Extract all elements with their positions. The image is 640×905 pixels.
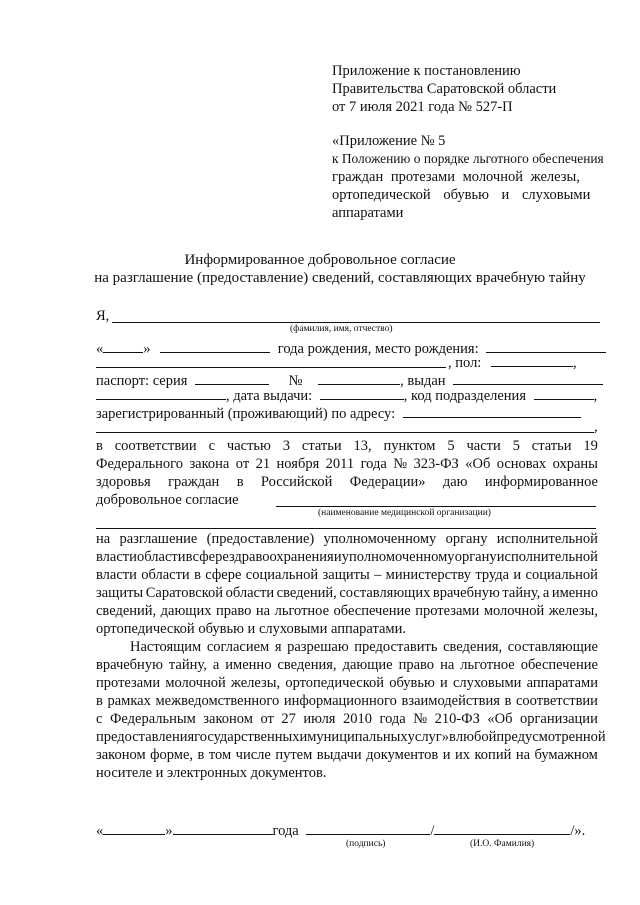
law-line-1 xyxy=(96,437,598,455)
word: железы, xyxy=(548,603,598,619)
word: «Об xyxy=(487,711,513,727)
address-field-2[interactable] xyxy=(96,432,594,433)
word: части xyxy=(466,438,501,454)
word: власти xyxy=(96,567,137,583)
appendix-line-4-text: ортопедической обувью и слуховыми xyxy=(332,187,591,203)
word: июля xyxy=(303,711,336,727)
word: в xyxy=(194,567,201,583)
word: межведомственного xyxy=(155,693,280,709)
appendix-line-3 xyxy=(332,168,598,186)
word: в xyxy=(197,747,205,763)
sig-quote-close: » xyxy=(165,823,173,839)
p2-line-1 xyxy=(130,638,598,656)
word: 5 xyxy=(447,438,455,454)
word: Саратовской xyxy=(145,585,224,601)
address-field-1[interactable] xyxy=(403,403,581,418)
word: молочной xyxy=(165,675,226,691)
word: рамках xyxy=(107,693,151,709)
address-label: зарегистрированный (проживающий) по адресу: xyxy=(96,406,396,422)
word: слуховыми xyxy=(452,675,522,691)
word: информированное xyxy=(484,474,598,490)
p1-line-4-words xyxy=(96,584,598,602)
sex-line xyxy=(448,352,577,372)
appendix-line-3-justified xyxy=(332,168,598,186)
word: том xyxy=(208,747,232,763)
p2-line-2-words xyxy=(96,656,598,674)
word: выдачи xyxy=(316,747,362,763)
org-caption: (наименование медицинской организации) xyxy=(318,508,491,518)
word: социальной xyxy=(245,567,319,583)
birth-month-field[interactable] xyxy=(160,338,270,353)
word: года xyxy=(379,711,406,727)
word: бумажном xyxy=(534,747,598,763)
p1-line-1 xyxy=(96,530,598,548)
law-line-3-words xyxy=(96,473,598,491)
word: 21 xyxy=(255,456,271,472)
issue-date-field[interactable] xyxy=(320,385,404,400)
word: в xyxy=(504,693,512,709)
word: № xyxy=(413,711,428,727)
word: и xyxy=(513,567,522,583)
word: протезами xyxy=(415,603,480,619)
word: министерству xyxy=(385,567,471,583)
signature-line xyxy=(96,820,585,840)
word: ноября xyxy=(276,456,320,472)
word: – xyxy=(374,567,382,583)
word: Российской xyxy=(260,474,333,490)
sig-month-field[interactable] xyxy=(173,820,273,835)
word: № xyxy=(393,456,408,472)
p1-line-4 xyxy=(96,584,598,602)
word: частью xyxy=(226,438,271,454)
word: от xyxy=(235,456,250,472)
word: защиты xyxy=(322,567,370,583)
word: Настоящим xyxy=(130,639,202,655)
p2-line-4 xyxy=(96,692,598,710)
sig-year-label: года xyxy=(272,823,299,839)
address-line xyxy=(96,403,581,423)
word: труда xyxy=(475,567,510,583)
i-label: Я, xyxy=(96,308,110,324)
word: железы, xyxy=(230,675,281,691)
word: сведения, xyxy=(277,657,337,673)
p1-line-3-words xyxy=(96,566,598,584)
p2-line-5 xyxy=(96,710,598,728)
word: предоставления xyxy=(96,729,195,745)
word: и xyxy=(333,549,342,565)
word: 210-ФЗ xyxy=(434,711,480,727)
word: с xyxy=(208,438,216,454)
word: 27 xyxy=(281,711,296,727)
word: соответствии xyxy=(516,693,598,709)
word: соответствии xyxy=(114,438,197,454)
word: согласием xyxy=(206,639,270,655)
word: дающих xyxy=(160,603,212,619)
word: разглашение xyxy=(119,531,198,547)
word: граждан xyxy=(168,474,220,490)
word: предусмотренной xyxy=(496,729,606,745)
word: врачебную xyxy=(432,585,500,601)
word: здравоохранения xyxy=(228,549,334,565)
header-line-2: Правительства Саратовской области xyxy=(332,81,557,97)
p2-line-7-words xyxy=(96,746,598,764)
org-field-1[interactable] xyxy=(276,506,596,507)
issued-by-field-1[interactable] xyxy=(453,370,603,385)
fio-field[interactable] xyxy=(112,322,600,323)
p1-line-1-words xyxy=(96,530,598,548)
p2-line-3 xyxy=(96,674,598,692)
word: уполномоченному xyxy=(341,549,455,565)
word: 13, xyxy=(353,438,372,454)
p2-line-4-words xyxy=(96,692,598,710)
word: разрешаю xyxy=(287,639,349,655)
word: сведений, xyxy=(96,603,157,619)
word: документов xyxy=(366,747,439,763)
law-line-2 xyxy=(96,455,598,473)
word: статьи xyxy=(531,438,572,454)
word: на xyxy=(515,747,531,763)
word: копий xyxy=(474,747,512,763)
p1-line-5 xyxy=(96,602,598,620)
word: право xyxy=(398,657,435,673)
p1-line-2 xyxy=(96,548,598,566)
org-field-2[interactable] xyxy=(96,528,596,529)
issue-line xyxy=(96,385,597,405)
word: форме, xyxy=(150,747,194,763)
word: сведения, xyxy=(443,639,503,655)
word: статьи xyxy=(301,438,342,454)
word: сфере xyxy=(192,549,229,565)
word: льготное xyxy=(274,603,330,619)
p2-line-5-words xyxy=(96,710,598,728)
word: Федерального xyxy=(96,456,184,472)
p2-line-6-words xyxy=(96,728,606,746)
address-comma: , xyxy=(594,419,598,435)
word: взаимодействия xyxy=(401,693,500,709)
p2-line-7 xyxy=(96,746,598,764)
word: право xyxy=(215,603,252,619)
issue-comma: , xyxy=(593,388,598,404)
word: Федерации» xyxy=(349,474,426,490)
p2-line-8: носителе и электронных документов. xyxy=(96,765,327,781)
p1-line-6: ортопедической обувью и слуховыми аппаратами. xyxy=(96,621,406,637)
sig-quote-open: « xyxy=(96,823,104,839)
birth-place-field-1[interactable] xyxy=(486,338,606,353)
issued-by-field-2[interactable] xyxy=(96,385,226,400)
word: составляющих xyxy=(339,585,431,601)
word: организации xyxy=(519,711,598,727)
word: 3 xyxy=(282,438,290,454)
word: законом xyxy=(203,711,253,727)
sig-day-field[interactable] xyxy=(103,820,165,835)
quote-close: » xyxy=(143,341,151,357)
word: именно xyxy=(551,585,598,601)
name-caption: (И.О. Фамилия) xyxy=(470,839,535,849)
word: обеспечение xyxy=(520,657,598,673)
law-line-3 xyxy=(96,473,598,491)
word: области xyxy=(141,567,190,583)
word: льготное xyxy=(460,657,515,673)
word: от xyxy=(260,711,274,727)
passport-series-field[interactable] xyxy=(195,370,269,385)
header-line-1: Приложение к постановлению xyxy=(332,63,521,79)
word: даю xyxy=(442,474,468,490)
word: а xyxy=(212,657,220,673)
word: на xyxy=(96,531,111,547)
appendix-line-1: «Приложение № 5 xyxy=(332,133,446,149)
sex-field[interactable] xyxy=(491,352,573,367)
word: обувью xyxy=(389,675,435,691)
word: защиты xyxy=(96,585,144,601)
word: в xyxy=(96,693,103,709)
word: Федеральным xyxy=(109,711,196,727)
word: уполномоченному xyxy=(323,531,437,547)
fio-caption: (фамилия, имя, отчество) xyxy=(290,324,393,334)
quote-open: « xyxy=(96,341,104,357)
word: и xyxy=(442,747,451,763)
p1-line-5-words xyxy=(96,602,598,620)
word: 323-ФЗ xyxy=(413,456,459,472)
word: и xyxy=(299,729,308,745)
word: года xyxy=(360,456,387,472)
word: закона xyxy=(189,456,230,472)
passport-number-field[interactable] xyxy=(318,370,400,385)
word: «Об xyxy=(465,456,491,472)
word: области xyxy=(137,549,186,565)
birth-day-field[interactable] xyxy=(103,338,143,353)
word: именно xyxy=(225,657,272,673)
birth-label: года рождения, место рождения: xyxy=(277,341,479,357)
word: социальной xyxy=(525,567,598,583)
word: 19 xyxy=(583,438,598,454)
word: в xyxy=(185,549,193,565)
word: здоровья xyxy=(96,474,151,490)
passport-label: паспорт: серия xyxy=(96,373,188,389)
appendix-line-2: к Положению о порядке льготного обеспечения xyxy=(332,151,604,166)
word: 2010 xyxy=(342,711,372,727)
p2-line-1-words xyxy=(130,638,598,656)
word: в xyxy=(449,729,456,745)
sex-comma: , xyxy=(572,355,577,371)
signature-field[interactable] xyxy=(306,820,430,835)
appendix-line-5: аппаратами xyxy=(332,205,404,221)
law-line-2-words xyxy=(96,455,598,473)
word: в xyxy=(236,474,244,490)
name-field[interactable] xyxy=(434,820,570,835)
p2-line-3-words xyxy=(96,674,598,692)
word: составляющие xyxy=(507,639,598,655)
word: я xyxy=(274,639,282,655)
word: сфере xyxy=(205,567,242,583)
word: числе xyxy=(235,747,271,763)
issued-label: , выдан xyxy=(400,373,446,389)
word: органу xyxy=(454,549,497,565)
word: с xyxy=(96,711,103,727)
word: на xyxy=(255,603,271,619)
p1-line-2-words xyxy=(96,548,598,566)
consent-label: добровольное согласие xyxy=(96,492,239,508)
sex-label: , пол: xyxy=(448,355,482,371)
title-line-1: Информированное добровольное согласие xyxy=(184,252,456,268)
sig-end: /». xyxy=(570,823,586,839)
word: ортопедической xyxy=(285,675,385,691)
word: (предоставление) xyxy=(206,531,315,547)
word: 2011 xyxy=(325,456,355,472)
word: сведений, xyxy=(276,585,337,601)
birth-place-field-2[interactable] xyxy=(96,367,446,368)
word: молочной xyxy=(483,603,545,619)
word: 5 xyxy=(512,438,520,454)
word: их xyxy=(455,747,471,763)
word: врачебную xyxy=(96,657,163,673)
word: а xyxy=(542,585,550,601)
issue-date-label: , дата выдачи: xyxy=(226,388,313,404)
word: области xyxy=(225,585,275,601)
word: путем xyxy=(275,747,313,763)
word: охраны xyxy=(552,456,598,472)
appendix-line-4 xyxy=(332,186,590,204)
p2-line-6 xyxy=(96,728,606,746)
word: в xyxy=(96,438,103,454)
p1-line-3 xyxy=(96,566,598,584)
word: предоставить xyxy=(354,639,438,655)
word: тайну, xyxy=(168,657,207,673)
sig-slash: / xyxy=(430,823,435,839)
division-code-label: , код подразделения xyxy=(403,388,526,404)
word: обеспечение xyxy=(333,603,411,619)
word: органу xyxy=(445,531,488,547)
word: дающие xyxy=(342,657,393,673)
word: услуг» xyxy=(407,729,450,745)
p2-line-2 xyxy=(96,656,598,674)
word: любой xyxy=(455,729,497,745)
appendix-line-3-text: граждан протезами молочной железы, xyxy=(332,169,580,185)
word: законом xyxy=(96,747,146,763)
word: аппаратами xyxy=(526,675,598,691)
word: тайну, xyxy=(502,585,541,601)
law-line-1-words xyxy=(96,437,598,455)
division-code-field[interactable] xyxy=(534,385,594,400)
word: и xyxy=(440,675,448,691)
word: власти xyxy=(96,549,137,565)
word: протезами xyxy=(96,675,161,691)
word: государственных xyxy=(194,729,300,745)
number-sign: № xyxy=(288,373,303,389)
word: на xyxy=(440,657,455,673)
word: информационного xyxy=(283,693,397,709)
word: муниципальных xyxy=(307,729,408,745)
sign-caption: (подпись) xyxy=(346,839,386,849)
title-line-2: на разглашение (предоставление) сведений, составляющих врачебную тайну xyxy=(94,270,586,286)
word: основах xyxy=(496,456,547,472)
word: исполнительной xyxy=(496,531,598,547)
header-line-3: от 7 июля 2021 года № 527-П xyxy=(332,99,513,115)
word: исполнительной xyxy=(496,549,598,565)
word: пунктом xyxy=(383,438,436,454)
